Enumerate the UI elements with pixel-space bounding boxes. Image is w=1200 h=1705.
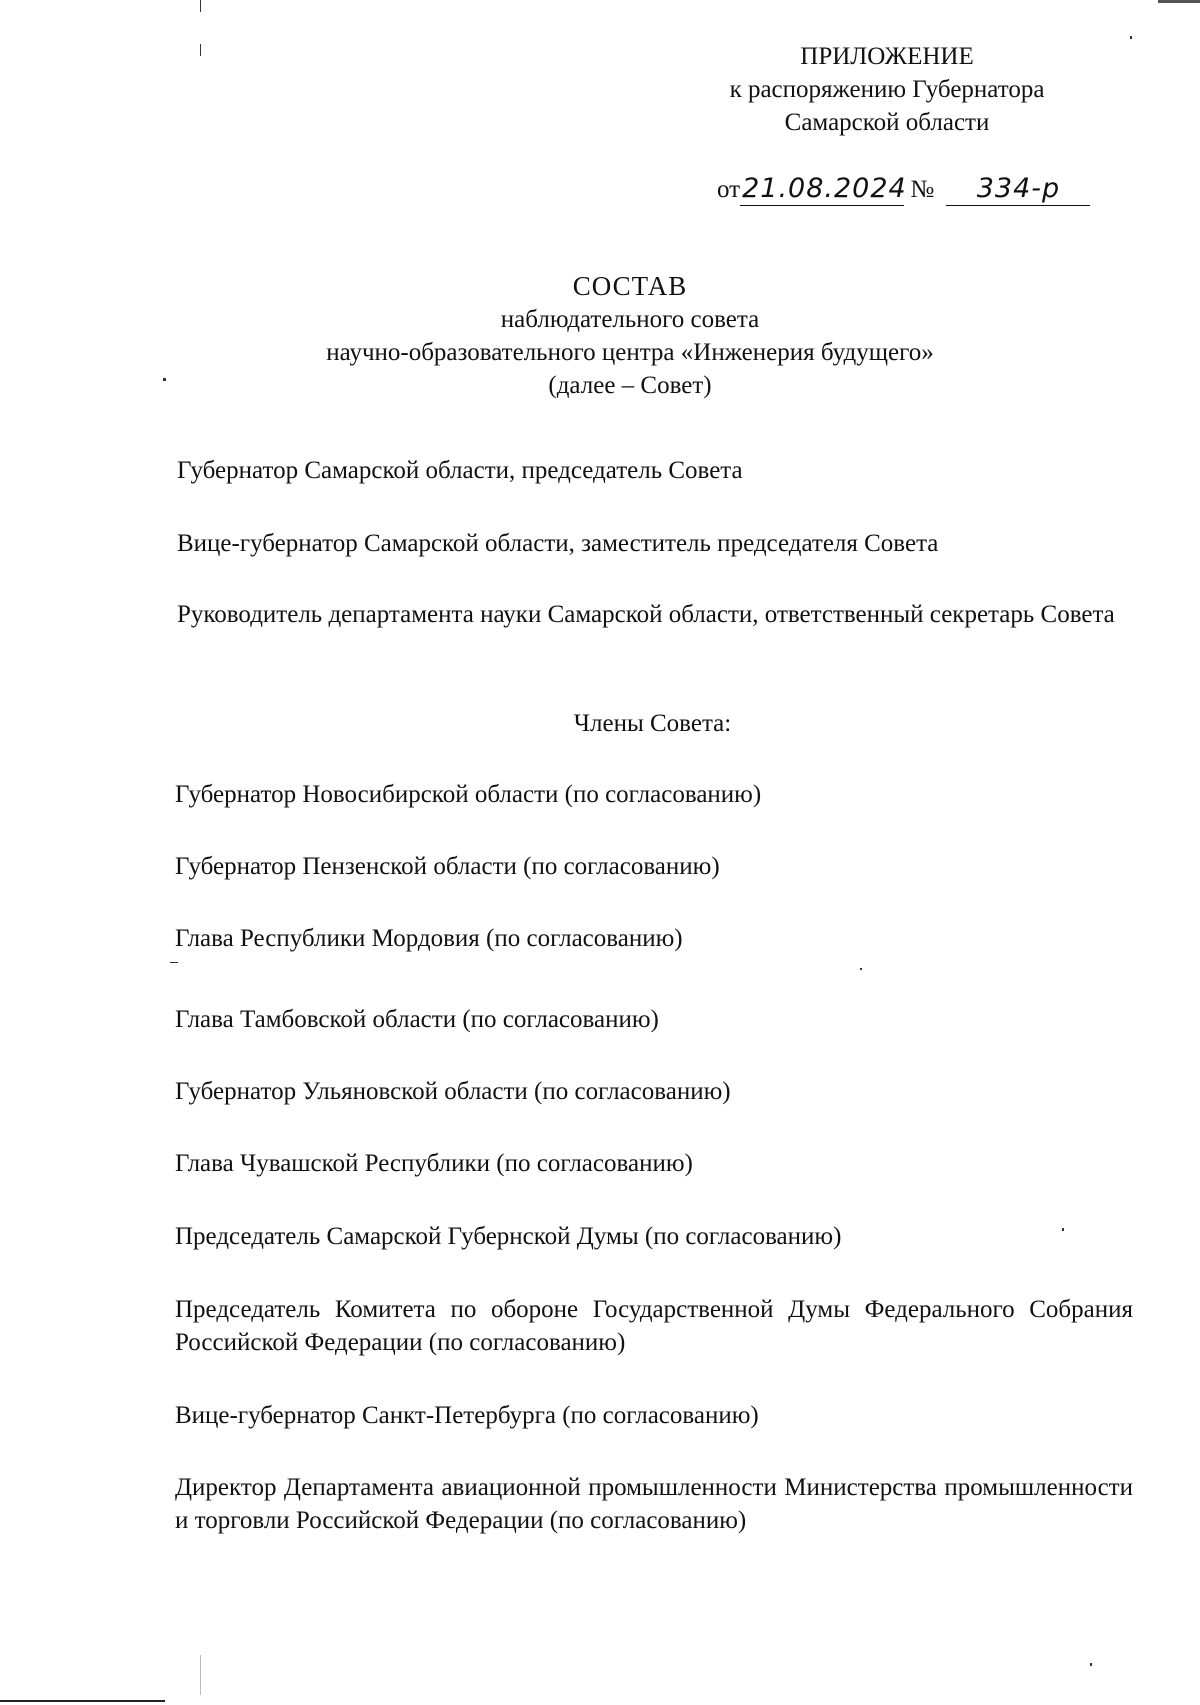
member-entry: Председатель Самарской Губернской Думы (по согласованию) [175, 1223, 842, 1250]
council-deputy-entry: Вице-губернатор Самарской области, заместитель председателя Совета [177, 530, 939, 557]
title-line: наблюдательного совета [500, 306, 760, 333]
decree-from-label: от [717, 176, 741, 203]
decree-date: 21.08.2024 [742, 173, 907, 204]
scan-artifact-line [1158, 0, 1200, 3]
council-chair-entry: Губернатор Самарской области, председатель Совета [177, 457, 743, 484]
scan-speck [200, 1655, 201, 1695]
member-entry: Губернатор Новосибирской области (по согласованию) [175, 781, 762, 808]
scan-speck [200, 0, 201, 12]
document-title-block [0, 270, 1200, 402]
members-heading [0, 707, 1200, 740]
decree-number-label: № [910, 176, 935, 203]
decree-number: 334-р [946, 173, 1090, 206]
scan-speck [200, 44, 201, 56]
member-entry: Вице-губернатор Санкт-Петербурга (по согласованию) [175, 1402, 759, 1429]
appendix-title: ПРИЛОЖЕНИЕ [800, 43, 974, 70]
scan-artifact-line [0, 1700, 165, 1702]
scan-speck [170, 962, 178, 963]
scan-speck [163, 378, 166, 381]
member-entry: Глава Республики Мордовия (по согласованию) [175, 925, 683, 952]
appendix-header [677, 40, 1097, 139]
council-secretary-entry: Руководитель департамента науки Самарской области, ответственный секретарь Совета [177, 601, 1115, 628]
scan-speck [1130, 36, 1132, 39]
document-title: СОСТАВ [572, 271, 688, 301]
member-entry: Глава Тамбовской области (по согласованию) [175, 1006, 659, 1033]
title-line: (далее – Совет) [548, 372, 712, 399]
decree-reference [717, 173, 1090, 206]
scan-speck [860, 968, 862, 970]
scan-speck [1090, 1663, 1092, 1666]
scan-speck [1062, 1228, 1064, 1231]
title-line: научно-образовательного центра «Инженерия будущего» [326, 339, 934, 366]
member-entry: Губернатор Пензенской области (по согласованию) [175, 853, 720, 880]
appendix-line: Самарской области [784, 109, 990, 136]
member-entry: Глава Чувашской Республики (по согласованию) [175, 1150, 693, 1177]
members-heading-text: Члены Совета: [573, 710, 732, 737]
member-entry: Директор Департамента авиационной промышленности Министерства промышленности и торговли Российской Федерации (по согласованию) [175, 1474, 1133, 1534]
member-entry: Председатель Комитета по обороне Государственной Думы Федерального Собрания Российской Федерации (по согласованию) [175, 1296, 1133, 1356]
member-entry: Губернатор Ульяновской области (по согласованию) [175, 1078, 731, 1105]
appendix-line: к распоряжению Губернатора [729, 76, 1045, 103]
